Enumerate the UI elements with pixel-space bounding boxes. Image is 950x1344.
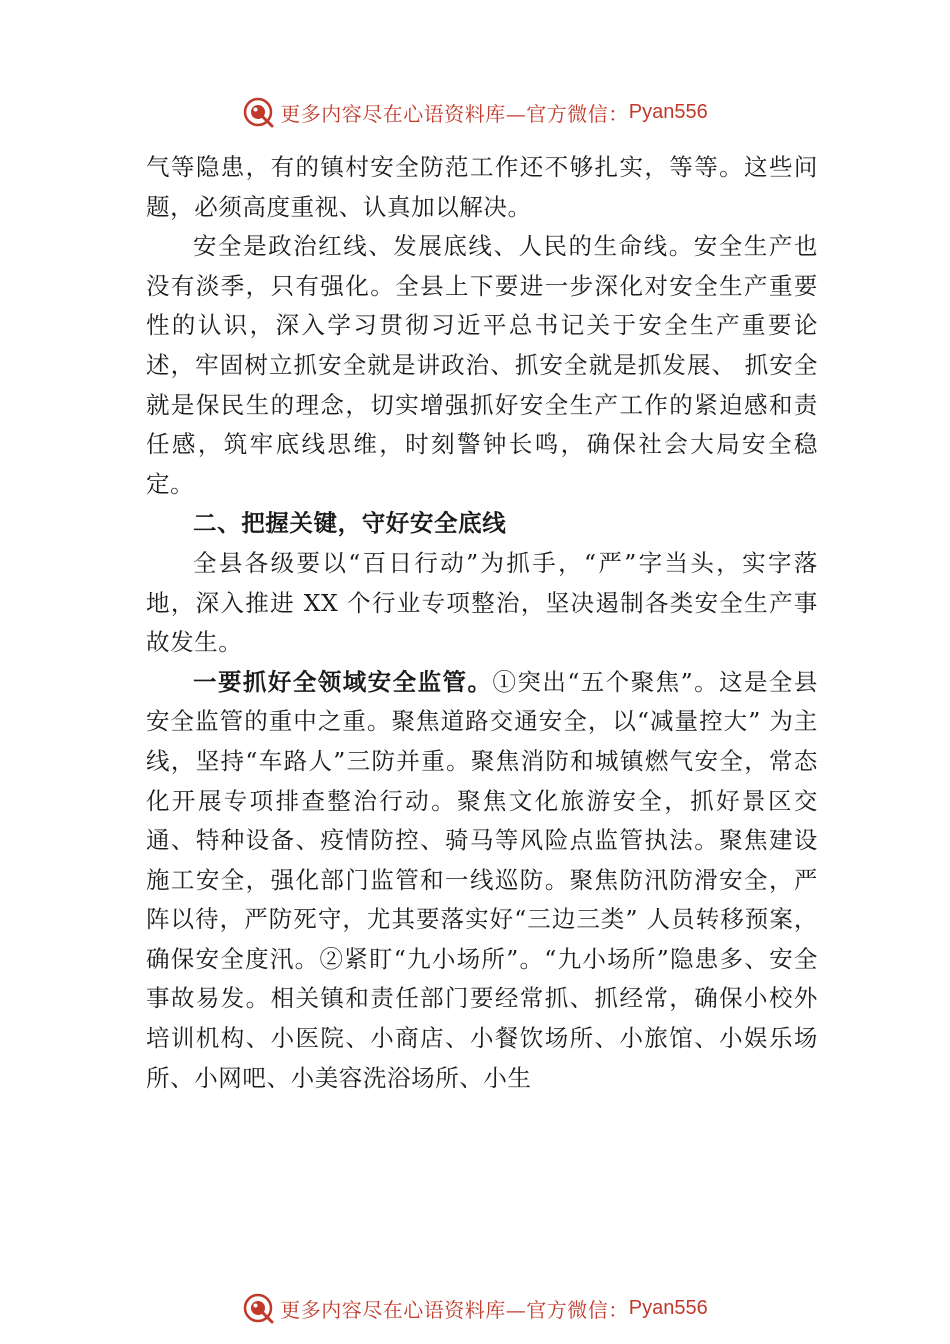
paragraph-hundred-day-action: 全县各级要以“百日行动”为抓手，“严”字当头，实字落地，深入推进 XX 个行业专项整治，坚决遏制各类安全生产事故发生。: [146, 548, 818, 657]
watermark-logo-icon: [242, 1292, 274, 1324]
watermark-logo-icon: [242, 96, 274, 128]
section-heading-2: 二、把握关键，守好安全底线: [193, 509, 507, 538]
paragraph-safety-redline: 安全是政治红线、发展底线、人民的生命线。安全生产也没有淡季，只有强化。全县上下要进一步深化对安全生产重要性的认识，深入学习贯彻习近平总书记关于安全生产重要论述，牢固树立抓安全就是讲政治、抓安全就是抓发展、 抓安全就是保民生的理念，切实增强抓好安全生产工作的紧迫感和责任感，筑牢底线思维，时刻警钟长鸣，确保社会大局安全稳定。: [146, 232, 818, 498]
paragraph-lead-bold: 一要抓好全领域安全监管。: [193, 667, 493, 696]
header-watermark: [0, 92, 950, 132]
document-body: [146, 148, 818, 1098]
watermark-text: 更多内容尽在心语资料库—官方微信：: [280, 1297, 629, 1322]
watermark-wechat-id: Pyan556: [628, 1296, 708, 1319]
paragraph-supervision: [146, 663, 818, 1099]
watermark-wechat-id: Pyan556: [628, 100, 708, 123]
watermark-text: 更多内容尽在心语资料库—官方微信：: [280, 101, 629, 126]
paragraph-continuation: 气等隐患，有的镇村安全防范工作还不够扎实，等等。这些问题，必须高度重视、认真加以解决。: [146, 153, 818, 221]
footer-watermark: [0, 1288, 950, 1328]
paragraph-supervision-body: ①突出“五个聚焦”。这是全县安全监管的重中之重。聚焦道路交通安全，以“减量控大” 为主线，坚持“车路人”三防并重。聚焦消防和城镇燃气安全，常态化开展专项排查整治行动。聚焦文化旅游安全，抓好景区交通、特种设备、疫情防控、骑马等风险点监管执法。聚焦建设施工安全，强化部门监管和一线巡防。聚焦防汛防滑安全，严阵以待，严防死守，尤其要落实好“三边三类” 人员转移预案，确保安全度汛。②紧盯“九小场所”。“九小场所”隐患多、安全事故易发。相关镇和责任部门要经常抓、抓经常，确保小校外培训机构、小医院、小商店、小餐饮场所、小旅馆、小娱乐场所、小网吧、小美容洗浴场所、小生: [146, 667, 818, 1092]
